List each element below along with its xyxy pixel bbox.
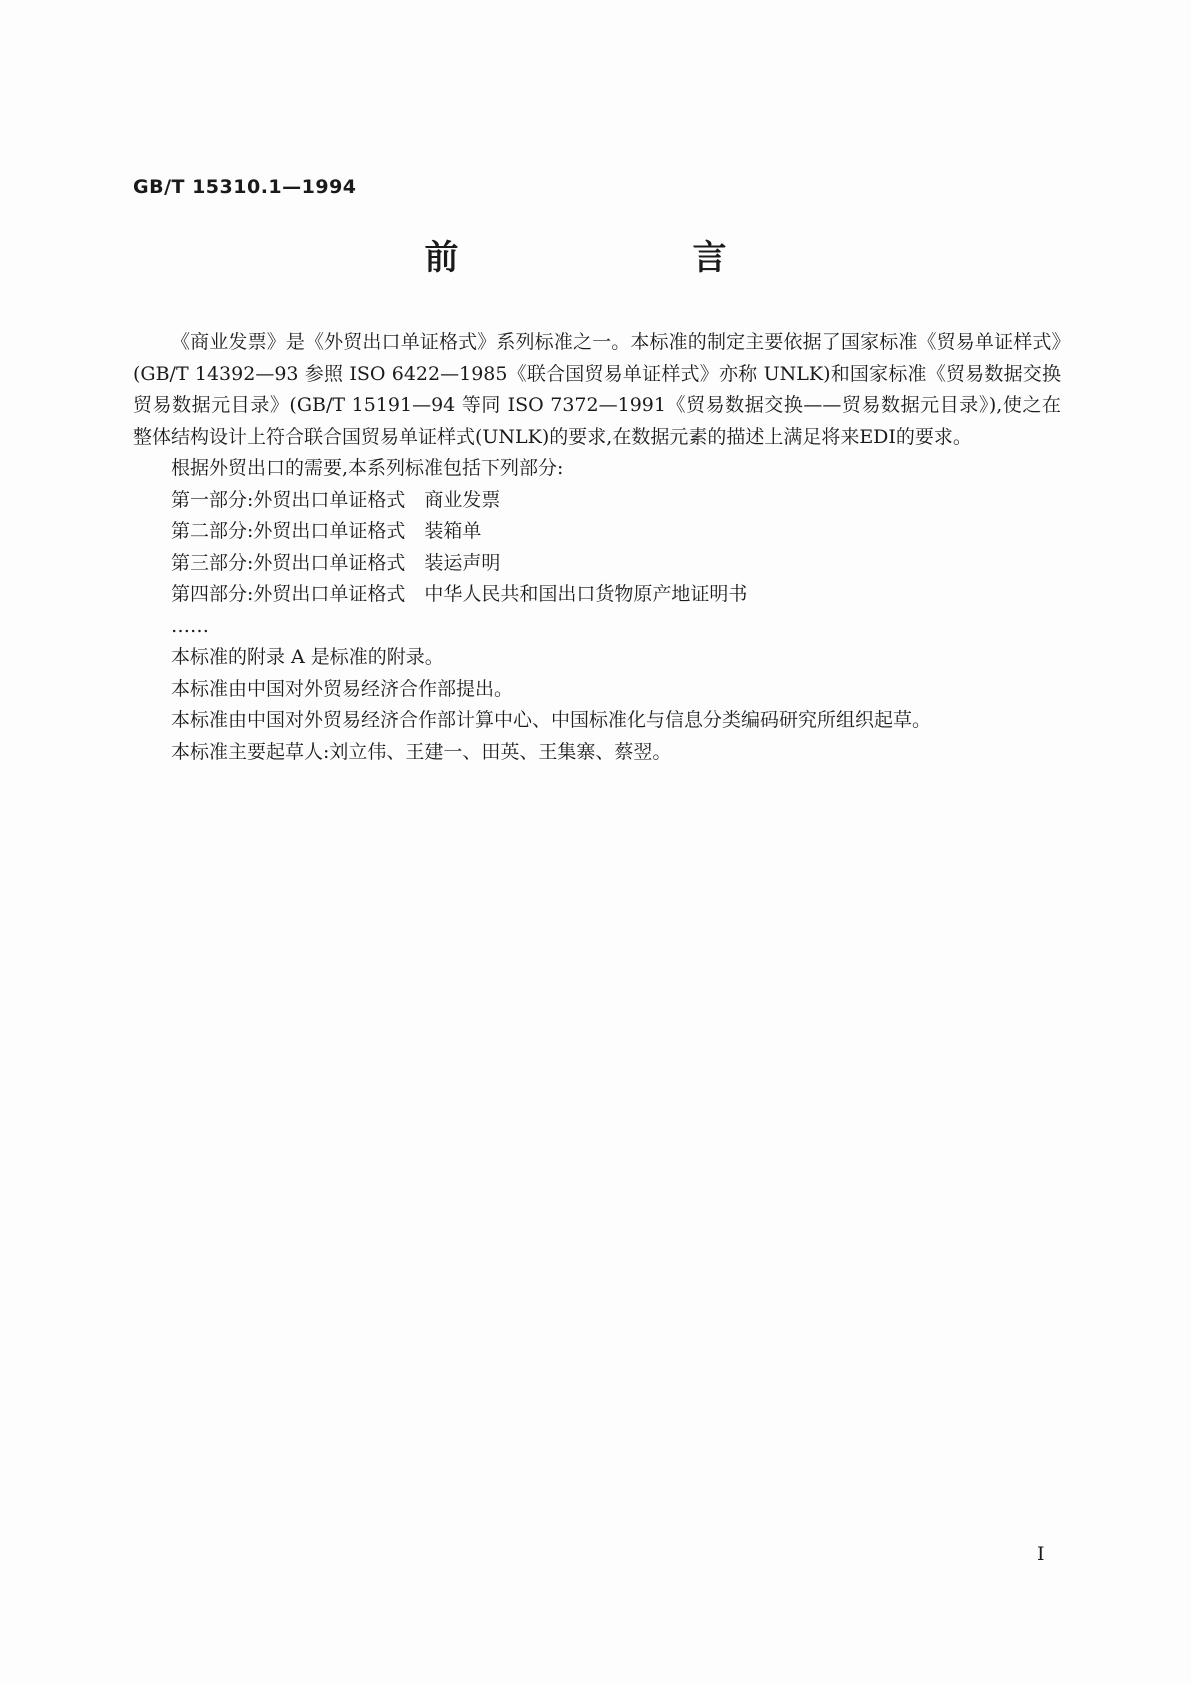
part-item: 第三部分:外贸出口单证格式 装运声明 [171, 551, 501, 574]
page-title: 前 言 [424, 238, 827, 278]
part-item: 第二部分:外贸出口单证格式 装箱单 [171, 520, 482, 542]
ellipsis: …… [171, 614, 209, 637]
note-item: 本标准的附录 A 是标准的附录。 [171, 646, 444, 668]
note-item: 本标准主要起草人:刘立伟、王建一、田英、王集寨、蔡翌。 [171, 740, 672, 763]
intro-paragraph: 《商业发票》是《外贸出口单证格式》系列标准之一。本标准的制定主要依据了国家标准《贸易单证样式》(GB/T 14392—93 参照 ISO 6422—1985《联合国贸易单证样式》亦称 UNLK)和国家标准《贸易数据交换 贸易数据元目录》(GB/T 15191—94 等同 ISO 7372—1991《贸易数据交换——贸易数据元目录》),使之在整体结构设计上符合联合国贸易单证样式(UNLK)的要求,在数据元素的描述上满足将来EDI的要求。 [133, 331, 1081, 448]
note-item: 本标准由中国对外贸易经济合作部计算中心、中国标准化与信息分类编码研究所组织起草。 [171, 709, 932, 731]
parts-intro: 根据外贸出口的需要,本系列标准包括下列部分: [171, 457, 564, 479]
note-item: 本标准由中国对外贸易经济合作部提出。 [171, 677, 514, 700]
foreword-body [133, 327, 1081, 768]
standard-code: GB/T 15310.1—1994 [133, 176, 357, 198]
part-item: 第一部分:外贸出口单证格式 商业发票 [171, 488, 501, 511]
part-item: 第四部分:外贸出口单证格式 中华人民共和国出口货物原产地证明书 [171, 583, 748, 605]
page-number: I [1037, 1543, 1045, 1565]
